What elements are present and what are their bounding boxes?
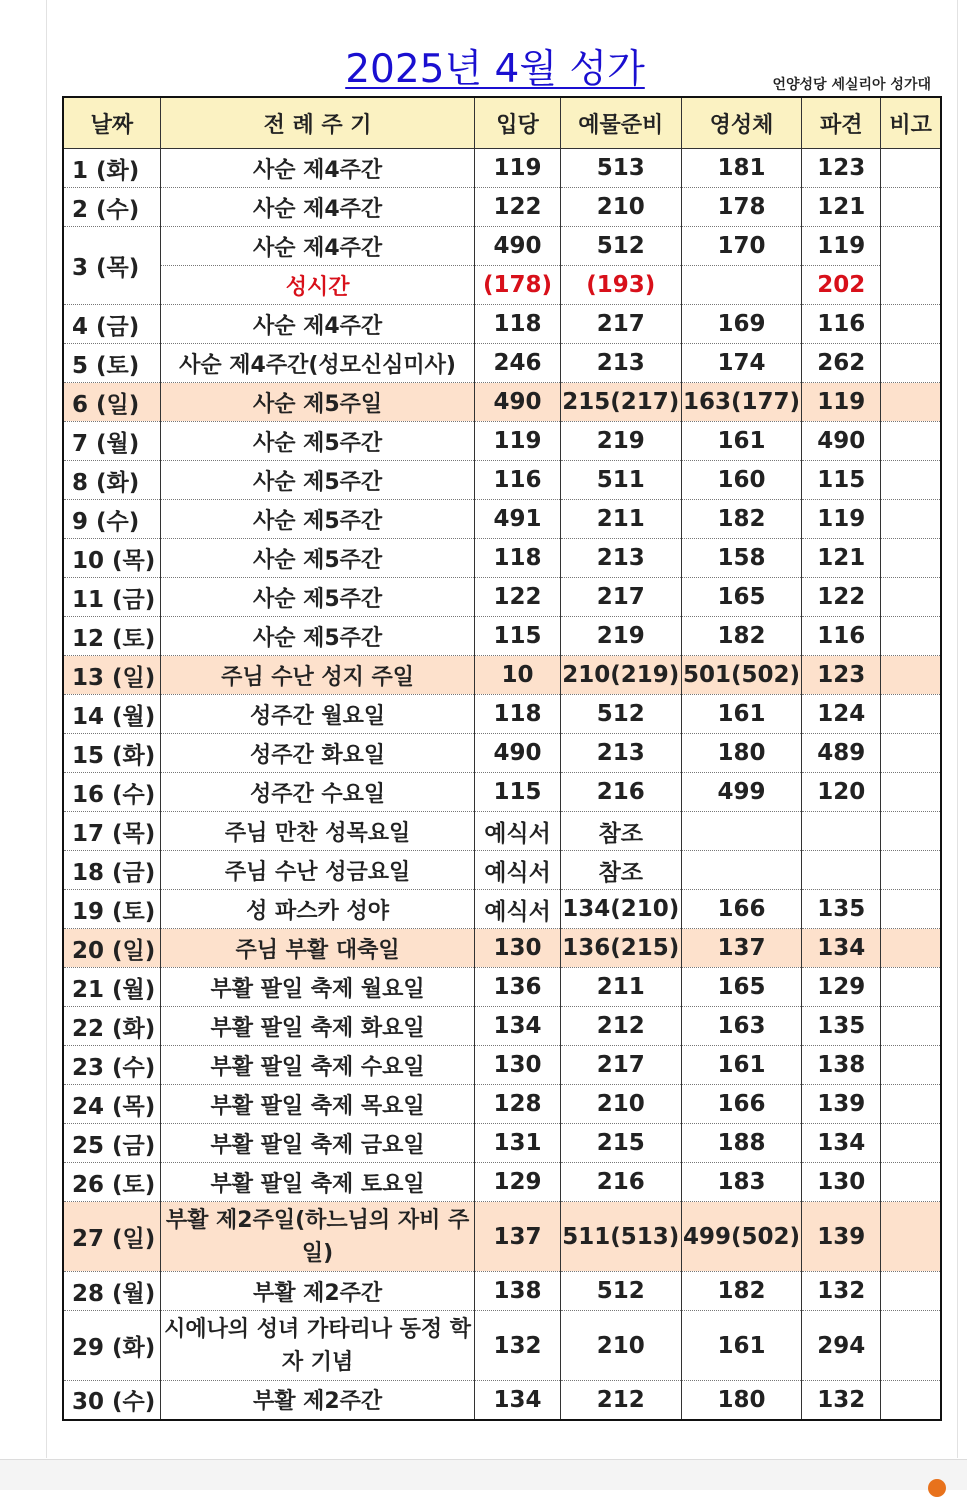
offertory-hymn-cell: 512 [560,1272,681,1311]
table-row [63,695,941,734]
entrance-hymn-cell: 134 [475,1381,560,1420]
note-cell [881,929,941,968]
dismissal-hymn-cell: 120 [802,773,881,812]
date-cell: 11 (금) [63,578,160,617]
date-cell: 30 (수) [63,1381,160,1420]
liturgy-cell: 사순 제4주간 [160,149,475,188]
note-cell [881,1202,941,1272]
date-cell: 5 (토) [63,344,160,383]
table-row [63,1381,941,1420]
table-row [63,1272,941,1311]
offertory-hymn-cell: 210(219) [560,656,681,695]
offertory-hymn-cell: 215 [560,1124,681,1163]
dismissal-hymn-cell [802,812,881,851]
date-cell: 20 (일) [63,929,160,968]
liturgy-cell: 사순 제5주간 [160,422,475,461]
offertory-hymn-cell: (193) [560,266,681,305]
header-communion: 영성체 [681,97,801,149]
date-cell: 29 (화) [63,1311,160,1381]
date-cell: 2 (수) [63,188,160,227]
liturgy-cell: 부활 팔일 축제 목요일 [160,1085,475,1124]
liturgy-cell: 사순 제4주간 [160,305,475,344]
header-liturgy: 전 례 주 기 [160,97,475,149]
offertory-hymn-cell: 212 [560,1007,681,1046]
offertory-hymn-cell: 213 [560,344,681,383]
table-row [63,500,941,539]
liturgy-cell: 성 파스카 성야 [160,890,475,929]
communion-hymn-cell [681,812,801,851]
offertory-hymn-cell: 참조 [560,812,681,851]
liturgy-cell: 사순 제5주간 [160,461,475,500]
liturgy-cell: 부활 팔일 축제 화요일 [160,1007,475,1046]
entrance-hymn-cell: 10 [475,656,560,695]
note-cell [881,773,941,812]
table-header-row [63,97,941,149]
date-cell: 24 (목) [63,1085,160,1124]
liturgy-cell: 사순 제5주일 [160,383,475,422]
header-date: 날짜 [63,97,160,149]
offertory-hymn-cell: 213 [560,734,681,773]
entrance-hymn-cell: 129 [475,1163,560,1202]
dismissal-hymn-cell: 138 [802,1046,881,1085]
liturgy-cell: 주님 수난 성지 주일 [160,656,475,695]
dismissal-hymn-cell: 119 [802,500,881,539]
liturgy-cell: 부활 팔일 축제 금요일 [160,1124,475,1163]
communion-hymn-cell: 499 [681,773,801,812]
note-cell [881,383,941,422]
dismissal-hymn-cell: 294 [802,1311,881,1381]
header-note: 비고 [881,97,941,149]
date-cell: 23 (수) [63,1046,160,1085]
dismissal-hymn-cell: 116 [802,305,881,344]
communion-hymn-cell: 161 [681,1046,801,1085]
offertory-hymn-cell: 219 [560,617,681,656]
offertory-hymn-cell: 211 [560,968,681,1007]
offertory-hymn-cell: 217 [560,305,681,344]
communion-hymn-cell: 166 [681,890,801,929]
entrance-hymn-cell: 115 [475,773,560,812]
offertory-hymn-cell: 513 [560,149,681,188]
entrance-hymn-cell: 137 [475,1202,560,1272]
entrance-hymn-cell: (178) [475,266,560,305]
liturgy-cell: 부활 팔일 축제 토요일 [160,1163,475,1202]
choir-name: 언양성당 세실리아 성가대 [772,77,931,93]
table-row [63,773,941,812]
dismissal-hymn-cell: 121 [802,539,881,578]
offertory-hymn-cell: 213 [560,539,681,578]
dismissal-hymn-cell: 129 [802,968,881,1007]
entrance-hymn-cell: 118 [475,695,560,734]
liturgy-cell: 부활 팔일 축제 월요일 [160,968,475,1007]
entrance-hymn-cell: 490 [475,383,560,422]
note-cell [881,1381,941,1420]
date-cell: 17 (목) [63,812,160,851]
entrance-hymn-cell: 130 [475,929,560,968]
table-row [63,890,941,929]
table-row [63,1124,941,1163]
note-cell [881,1272,941,1311]
offertory-hymn-cell: 134(210) [560,890,681,929]
dismissal-hymn-cell: 489 [802,734,881,773]
dismissal-hymn-cell: 135 [802,1007,881,1046]
table-row [63,305,941,344]
communion-hymn-cell: 166 [681,1085,801,1124]
note-cell [881,968,941,1007]
dismissal-hymn-cell [802,851,881,890]
table-row [63,422,941,461]
liturgy-cell: 사순 제5주간 [160,578,475,617]
table-row [63,656,941,695]
communion-hymn-cell: 137 [681,929,801,968]
date-cell: 21 (월) [63,968,160,1007]
dismissal-hymn-cell: 124 [802,695,881,734]
note-cell [881,695,941,734]
entrance-hymn-cell: 119 [475,149,560,188]
entrance-hymn-cell: 118 [475,305,560,344]
dismissal-hymn-cell: 115 [802,461,881,500]
date-cell: 14 (월) [63,695,160,734]
date-cell: 6 (일) [63,383,160,422]
communion-hymn-cell: 499(502) [681,1202,801,1272]
note-cell [881,500,941,539]
note-cell [881,1163,941,1202]
note-cell [881,1124,941,1163]
communion-hymn-cell: 174 [681,344,801,383]
note-cell [881,1046,941,1085]
bottom-bar [0,1459,967,1490]
offertory-hymn-cell: 211 [560,500,681,539]
date-cell: 18 (금) [63,851,160,890]
dismissal-hymn-cell: 130 [802,1163,881,1202]
communion-hymn-cell: 182 [681,500,801,539]
communion-hymn-cell: 188 [681,1124,801,1163]
liturgy-cell: 부활 제2주일(하느님의 자비 주일) [160,1202,475,1272]
note-cell [881,227,941,305]
table-row [63,539,941,578]
communion-hymn-cell: 181 [681,149,801,188]
note-cell [881,1311,941,1381]
entrance-hymn-cell: 예식서 [475,812,560,851]
communion-hymn-cell: 170 [681,227,801,266]
communion-hymn-cell: 161 [681,695,801,734]
dismissal-hymn-cell: 139 [802,1202,881,1272]
dismissal-hymn-cell: 134 [802,929,881,968]
entrance-hymn-cell: 119 [475,422,560,461]
dismissal-hymn-cell: 123 [802,149,881,188]
entrance-hymn-cell: 122 [475,188,560,227]
note-cell [881,578,941,617]
dismissal-hymn-cell: 134 [802,1124,881,1163]
offertory-hymn-cell: 210 [560,188,681,227]
note-cell [881,1007,941,1046]
note-cell [881,422,941,461]
communion-hymn-cell: 183 [681,1163,801,1202]
date-cell: 4 (금) [63,305,160,344]
entrance-hymn-cell: 116 [475,461,560,500]
offertory-hymn-cell: 511 [560,461,681,500]
communion-hymn-cell: 182 [681,1272,801,1311]
dismissal-hymn-cell: 490 [802,422,881,461]
note-cell [881,461,941,500]
offertory-hymn-cell: 216 [560,773,681,812]
entrance-hymn-cell: 131 [475,1124,560,1163]
date-cell: 3 (목) [63,227,160,305]
dismissal-hymn-cell: 135 [802,890,881,929]
dismissal-hymn-cell: 132 [802,1272,881,1311]
communion-hymn-cell: 163 [681,1007,801,1046]
floating-action-icon[interactable] [928,1479,946,1497]
date-cell: 28 (월) [63,1272,160,1311]
dismissal-hymn-cell: 121 [802,188,881,227]
dismissal-hymn-cell: 122 [802,578,881,617]
note-cell [881,734,941,773]
page-title: 2025년 4월 성가 [345,47,645,92]
communion-hymn-cell: 182 [681,617,801,656]
liturgy-cell: 성주간 수요일 [160,773,475,812]
communion-hymn-cell: 160 [681,461,801,500]
hymn-schedule-table [62,96,942,1421]
offertory-hymn-cell: 217 [560,1046,681,1085]
entrance-hymn-cell: 491 [475,500,560,539]
offertory-hymn-cell: 511(513) [560,1202,681,1272]
liturgy-cell: 주님 만찬 성목요일 [160,812,475,851]
communion-hymn-cell: 165 [681,968,801,1007]
date-cell: 7 (월) [63,422,160,461]
communion-hymn-cell: 180 [681,1381,801,1420]
offertory-hymn-cell: 212 [560,1381,681,1420]
table-row [63,149,941,188]
entrance-hymn-cell: 118 [475,539,560,578]
offertory-hymn-cell: 210 [560,1085,681,1124]
date-cell: 12 (토) [63,617,160,656]
date-cell: 10 (목) [63,539,160,578]
date-cell: 22 (화) [63,1007,160,1046]
entrance-hymn-cell: 115 [475,617,560,656]
entrance-hymn-cell: 490 [475,734,560,773]
dismissal-hymn-cell: 116 [802,617,881,656]
communion-hymn-cell: 165 [681,578,801,617]
entrance-hymn-cell: 128 [475,1085,560,1124]
liturgy-cell: 사순 제4주간 [160,227,475,266]
date-cell: 8 (화) [63,461,160,500]
date-cell: 19 (토) [63,890,160,929]
offertory-hymn-cell: 217 [560,578,681,617]
offertory-hymn-cell: 512 [560,227,681,266]
liturgy-cell: 부활 제2주간 [160,1272,475,1311]
offertory-hymn-cell: 136(215) [560,929,681,968]
table-row [63,812,941,851]
entrance-hymn-cell: 예식서 [475,890,560,929]
dismissal-hymn-cell: 123 [802,656,881,695]
table-row [63,578,941,617]
communion-hymn-cell: 161 [681,1311,801,1381]
table-row [63,188,941,227]
liturgy-cell: 사순 제5주간 [160,617,475,656]
liturgy-cell: 시에나의 성녀 가타리나 동정 학자 기념 [160,1311,475,1381]
date-cell: 27 (일) [63,1202,160,1272]
note-cell [881,812,941,851]
header-dismissal: 파견 [802,97,881,149]
note-cell [881,344,941,383]
communion-hymn-cell: 161 [681,422,801,461]
communion-hymn-cell: 180 [681,734,801,773]
entrance-hymn-cell: 138 [475,1272,560,1311]
date-cell: 13 (일) [63,656,160,695]
liturgy-cell: 사순 제4주간 [160,188,475,227]
communion-hymn-cell: 163(177) [681,383,801,422]
table-row [63,929,941,968]
date-cell: 1 (화) [63,149,160,188]
liturgy-cell: 주님 수난 성금요일 [160,851,475,890]
communion-hymn-cell: 158 [681,539,801,578]
liturgy-cell: 사순 제5주간 [160,539,475,578]
date-cell: 26 (토) [63,1163,160,1202]
table-row [63,227,941,266]
table-row [63,617,941,656]
table-row [63,1202,941,1272]
table-row [63,1007,941,1046]
liturgy-cell: 성시간 [160,266,475,305]
offertory-hymn-cell: 219 [560,422,681,461]
liturgy-cell: 주님 부활 대축일 [160,929,475,968]
table-row [63,1085,941,1124]
table-row [63,851,941,890]
note-cell [881,656,941,695]
date-cell: 15 (화) [63,734,160,773]
dismissal-hymn-cell: 119 [802,383,881,422]
entrance-hymn-cell: 490 [475,227,560,266]
table-row [63,734,941,773]
dismissal-hymn-cell: 132 [802,1381,881,1420]
table-row [63,1311,941,1381]
communion-hymn-cell: 501(502) [681,656,801,695]
entrance-hymn-cell: 122 [475,578,560,617]
note-cell [881,188,941,227]
note-cell [881,617,941,656]
liturgy-cell: 부활 제2주간 [160,1381,475,1420]
note-cell [881,539,941,578]
liturgy-cell: 성주간 화요일 [160,734,475,773]
entrance-hymn-cell: 130 [475,1046,560,1085]
communion-hymn-cell [681,851,801,890]
note-cell [881,1085,941,1124]
communion-hymn-cell: 178 [681,188,801,227]
note-cell [881,305,941,344]
communion-hymn-cell: 169 [681,305,801,344]
entrance-hymn-cell: 132 [475,1311,560,1381]
dismissal-hymn-cell: 202 [802,266,881,305]
offertory-hymn-cell: 216 [560,1163,681,1202]
offertory-hymn-cell: 512 [560,695,681,734]
offertory-hymn-cell: 210 [560,1311,681,1381]
liturgy-cell: 사순 제4주간(성모신심미사) [160,344,475,383]
note-cell [881,851,941,890]
offertory-hymn-cell: 215(217) [560,383,681,422]
entrance-hymn-cell: 246 [475,344,560,383]
table-row [63,461,941,500]
liturgy-cell: 사순 제5주간 [160,500,475,539]
communion-hymn-cell [681,266,801,305]
dismissal-hymn-cell: 119 [802,227,881,266]
entrance-hymn-cell: 136 [475,968,560,1007]
note-cell [881,890,941,929]
table-row [63,1046,941,1085]
header-entrance: 입당 [475,97,560,149]
entrance-hymn-cell: 134 [475,1007,560,1046]
note-cell [881,149,941,188]
dismissal-hymn-cell: 262 [802,344,881,383]
liturgy-cell: 부활 팔일 축제 수요일 [160,1046,475,1085]
offertory-hymn-cell: 참조 [560,851,681,890]
entrance-hymn-cell: 예식서 [475,851,560,890]
date-cell: 16 (수) [63,773,160,812]
table-row [63,344,941,383]
header-offertory: 예물준비 [560,97,681,149]
table-row [63,1163,941,1202]
date-cell: 25 (금) [63,1124,160,1163]
table-row [63,383,941,422]
dismissal-hymn-cell: 139 [802,1085,881,1124]
table-subrow [63,266,941,305]
date-cell: 9 (수) [63,500,160,539]
liturgy-cell: 성주간 월요일 [160,695,475,734]
table-row [63,968,941,1007]
